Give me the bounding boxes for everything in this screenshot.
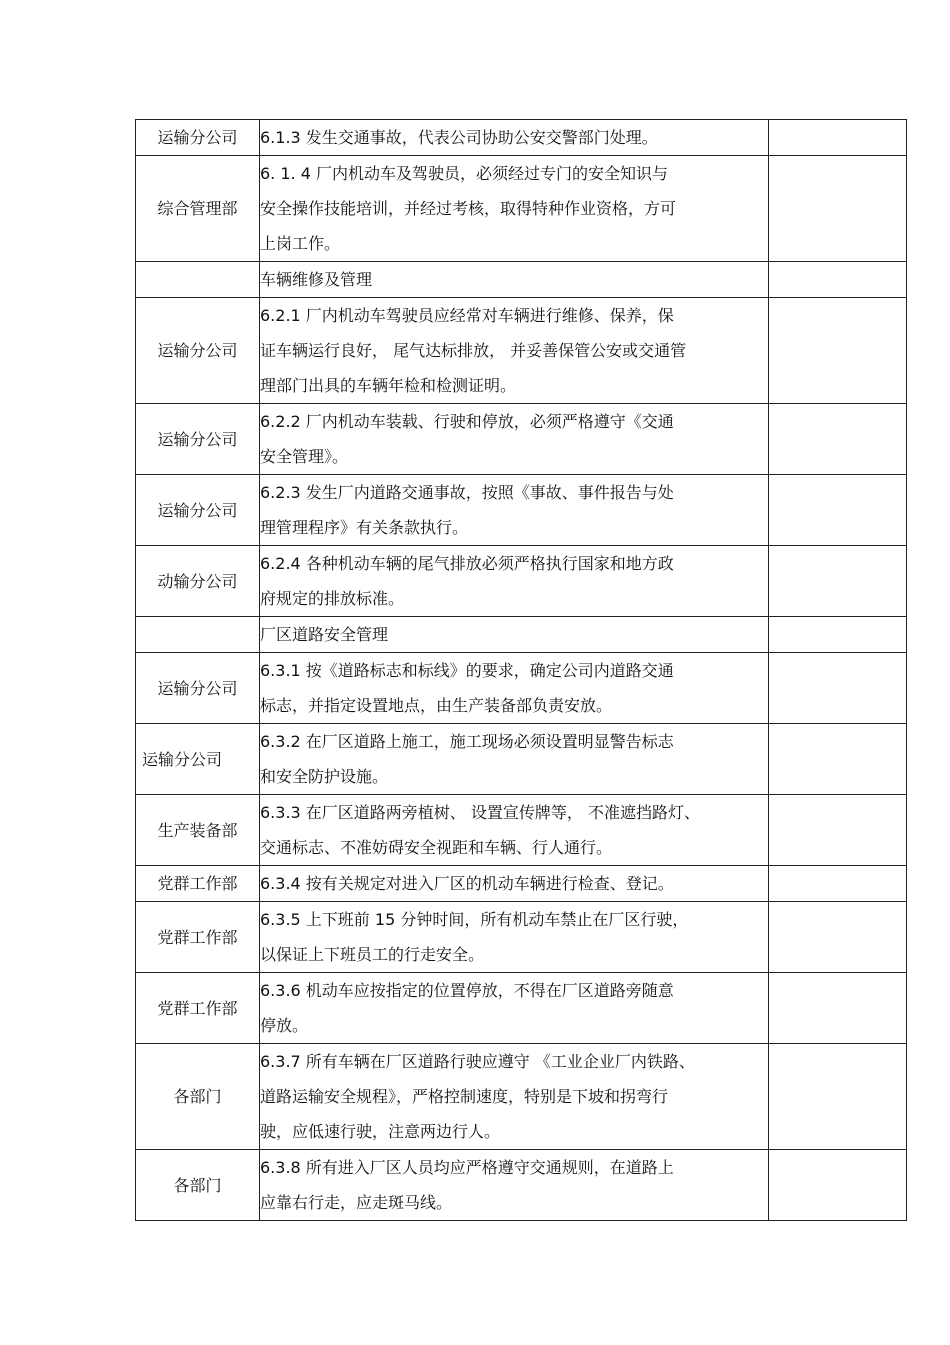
rules-table-body <box>136 120 907 1221</box>
rule-text-line: 6.3.6 机动车应按指定的位置停放，不得在厂区道路旁随意 <box>260 981 674 1000</box>
department-cell: 动输分公司 <box>136 546 260 617</box>
rule-content-cell <box>260 617 769 653</box>
rule-content-cell <box>260 475 769 546</box>
table-row <box>136 617 907 653</box>
rule-text-line: 6.2.1 厂内机动车驾驶员应经常对车辆进行维修、保养，保 <box>260 306 674 325</box>
rule-text-line: 上岗工作。 <box>260 234 341 253</box>
rule-content-cell <box>260 653 769 724</box>
rule-content-cell <box>260 902 769 973</box>
empty-cell <box>769 973 907 1044</box>
empty-cell <box>769 795 907 866</box>
department-cell: 各部门 <box>136 1150 260 1221</box>
table-row <box>136 973 907 1044</box>
empty-cell <box>769 120 907 156</box>
table-row <box>136 120 907 156</box>
table-row <box>136 546 907 617</box>
rule-content-cell <box>260 973 769 1044</box>
empty-cell <box>769 262 907 298</box>
department-cell: 运输分公司 <box>136 298 260 404</box>
table-row <box>136 653 907 724</box>
table-row <box>136 404 907 475</box>
department-cell: 运输分公司 <box>136 724 260 795</box>
rule-text-line: 驶，应低速行驶，注意两边行人。 <box>260 1122 501 1141</box>
department-cell: 生产装备部 <box>136 795 260 866</box>
rule-content-cell <box>260 1044 769 1150</box>
rule-text-line: 6.3.5 上下班前 15 分钟时间，所有机动车禁止在厂区行驶， <box>260 910 689 929</box>
table-row <box>136 866 907 902</box>
rule-text-line: 标志，并指定设置地点，由生产装备部负责安放。 <box>260 696 613 715</box>
rule-text-line: 应靠右行走，应走斑马线。 <box>260 1193 453 1212</box>
empty-cell <box>769 1044 907 1150</box>
rule-content-cell <box>260 866 769 902</box>
rule-text-line: 6. 1. 4 厂内机动车及驾驶员，必须经过专门的安全知识与 <box>260 164 668 183</box>
rule-text-line: 安全管理》。 <box>260 447 349 466</box>
rule-content-cell <box>260 298 769 404</box>
rule-text-line: 6.3.1 按《道路标志和标线》的要求，确定公司内道路交通 <box>260 661 674 680</box>
rule-text-line: 安全操作技能培训，并经过考核，取得特种作业资格，方可 <box>260 199 677 218</box>
rule-text-line: 6.3.7 所有车辆在厂区道路行驶应遵守 《工业企业厂内铁路、 <box>260 1052 695 1071</box>
rule-text-line: 6.2.3 发生厂内道路交通事故，按照《事故、事件报告与处 <box>260 483 674 502</box>
rule-text-line: 停放。 <box>260 1016 309 1035</box>
department-cell <box>136 617 260 653</box>
rules-table <box>135 119 907 1221</box>
department-cell: 综合管理部 <box>136 156 260 262</box>
rule-text-line: 以保证上下班员工的行走安全。 <box>260 945 485 964</box>
table-row <box>136 902 907 973</box>
rule-content-cell <box>260 1150 769 1221</box>
empty-cell <box>769 617 907 653</box>
rule-content-cell <box>260 404 769 475</box>
empty-cell <box>769 724 907 795</box>
empty-cell <box>769 298 907 404</box>
rule-text-line: 交通标志、不准妨碍安全视距和车辆、行人通行。 <box>260 838 613 857</box>
empty-cell <box>769 902 907 973</box>
rule-content-cell <box>260 120 769 156</box>
rule-content-cell <box>260 724 769 795</box>
department-cell: 运输分公司 <box>136 120 260 156</box>
department-cell: 党群工作部 <box>136 866 260 902</box>
rule-content-cell <box>260 156 769 262</box>
rule-text-line: 6.2.2 厂内机动车装载、行驶和停放，必须严格遵守《交通 <box>260 412 674 431</box>
empty-cell <box>769 475 907 546</box>
department-cell: 运输分公司 <box>136 475 260 546</box>
department-cell <box>136 262 260 298</box>
empty-cell <box>769 866 907 902</box>
table-row <box>136 1150 907 1221</box>
rule-text-line: 府规定的排放标准。 <box>260 589 405 608</box>
rule-content-cell <box>260 795 769 866</box>
department-cell: 党群工作部 <box>136 973 260 1044</box>
rule-text-line: 厂区道路安全管理 <box>260 625 389 644</box>
empty-cell <box>769 404 907 475</box>
rule-text-line: 6.3.8 所有进入厂区人员均应严格遵守交通规则，在道路上 <box>260 1158 674 1177</box>
table-row <box>136 724 907 795</box>
empty-cell <box>769 1150 907 1221</box>
rule-text-line: 理部门出具的车辆年检和检测证明。 <box>260 376 517 395</box>
rule-text-line: 6.3.3 在厂区道路两旁植树、 设置宣传牌等， 不准遮挡路灯、 <box>260 803 700 822</box>
rule-text-line: 道路运输安全规程》，严格控制速度，特别是下坡和拐弯行 <box>260 1087 669 1106</box>
department-cell: 运输分公司 <box>136 653 260 724</box>
table-row <box>136 795 907 866</box>
rule-text-line: 车辆维修及管理 <box>260 270 373 289</box>
table-row <box>136 156 907 262</box>
department-cell: 各部门 <box>136 1044 260 1150</box>
rule-content-cell <box>260 546 769 617</box>
empty-cell <box>769 156 907 262</box>
table-row <box>136 1044 907 1150</box>
rule-text-line: 6.3.2 在厂区道路上施工，施工现场必须设置明显警告标志 <box>260 732 674 751</box>
empty-cell <box>769 653 907 724</box>
department-cell: 党群工作部 <box>136 902 260 973</box>
table-row <box>136 298 907 404</box>
table-row <box>136 262 907 298</box>
rule-text-line: 和安全防护设施。 <box>260 767 389 786</box>
rule-text-line: 6.2.4 各种机动车辆的尾气排放必须严格执行国家和地方政 <box>260 554 674 573</box>
rule-text-line: 6.3.4 按有关规定对进入厂区的机动车辆进行检查、登记。 <box>260 874 674 893</box>
table-row <box>136 475 907 546</box>
empty-cell <box>769 546 907 617</box>
rule-content-cell <box>260 262 769 298</box>
department-cell: 运输分公司 <box>136 404 260 475</box>
rule-text-line: 理管理程序》有关条款执行。 <box>260 518 469 537</box>
rule-text-line: 6.1.3 发生交通事故，代表公司协助公安交警部门处理。 <box>260 128 658 147</box>
rule-text-line: 证车辆运行良好， 尾气达标排放， 并妥善保管公安或交通管 <box>260 341 687 360</box>
